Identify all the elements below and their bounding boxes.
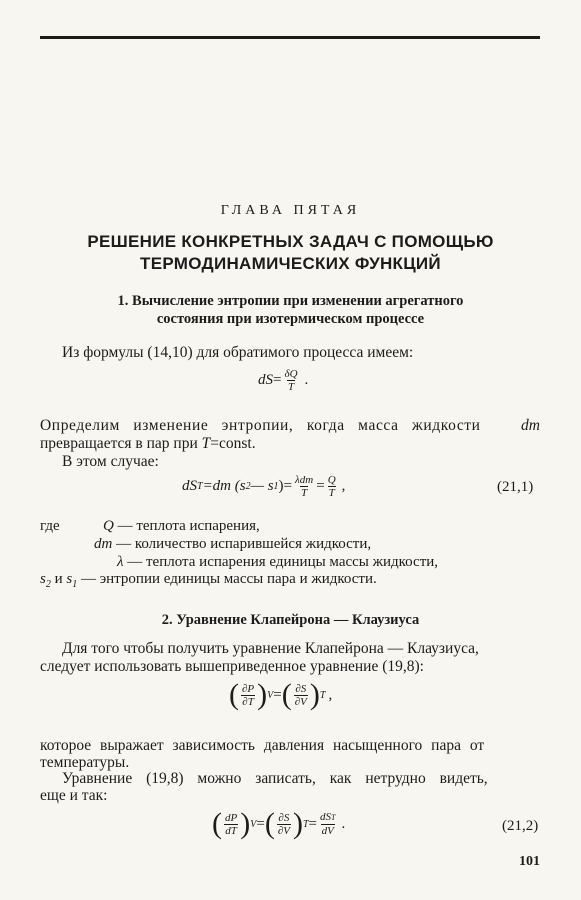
paragraph-2-line1	[40, 417, 540, 435]
formula-maxwell-sub2: T	[319, 689, 326, 701]
formula-clapeyron-n3-text: dS	[320, 811, 331, 823]
formula-maxwell-n1: ∂P	[242, 682, 255, 695]
paragraph-3: В этом случае:	[62, 453, 159, 470]
formula-dst-frac2-den: T	[328, 487, 335, 499]
formula-maxwell-sub1: V	[267, 689, 274, 701]
formula-clapeyron-sub1: V	[250, 818, 257, 830]
formula-ds-fraction	[283, 368, 298, 393]
where-item-entropy	[40, 571, 377, 590]
top-rule	[40, 36, 540, 39]
formula-clapeyron-n1: dP	[225, 811, 238, 824]
where-item-s1: s	[66, 571, 73, 587]
formula-dst-frac1-num: λdm	[295, 474, 314, 486]
formula-ds-den: T	[287, 381, 295, 393]
formula-clapeyron-lparen1: (	[212, 807, 222, 840]
formula-clapeyron-n2: ∂S	[278, 811, 290, 824]
formula-dst-frac2	[327, 474, 337, 499]
paragraph-2-var-t: T	[201, 435, 211, 452]
formula-dst-s1-sub: 1	[273, 481, 279, 492]
formula-dst-mid: =dm (s	[202, 478, 246, 494]
formula-dst-eq2: =	[316, 478, 325, 494]
paragraph-5-line1	[40, 737, 540, 755]
where-item-s1-sub: 1	[72, 579, 78, 590]
formula-clapeyron-d2: ∂V	[277, 824, 290, 837]
formula-dst-s2-sub: 2	[245, 481, 251, 492]
where-item-lambda-sym: λ	[117, 554, 124, 570]
paragraph-2-line2	[40, 435, 256, 453]
where-item-dm-sym: dm	[94, 536, 113, 552]
where-item-s2-sub: 2	[45, 579, 51, 590]
where-item-and: и	[50, 571, 67, 587]
formula-dst-frac2-num: Q	[327, 474, 336, 486]
formula-clapeyron-frac1	[224, 812, 238, 837]
where-item-entropy-text: — энтропии единицы массы пара и жидкости.	[77, 571, 377, 587]
formula-maxwell	[229, 680, 332, 710]
formula-maxwell-n2: ∂S	[295, 682, 307, 695]
formula-maxwell-eq: =	[273, 686, 282, 703]
paragraph-6-line1	[62, 770, 488, 788]
formula-maxwell-frac2	[294, 683, 308, 708]
formula-dst-lhs: dS	[182, 478, 197, 494]
section1-heading-line2: состояния при изотермическом процессе	[156, 311, 425, 327]
formula-ds	[258, 368, 308, 393]
paragraph-4-line1: Для того чтобы получить уравнение Клапейрона — Клаузиуса,	[62, 640, 479, 657]
formula-maxwell-end: ,	[328, 686, 333, 703]
formula-clapeyron	[212, 809, 345, 839]
formula-clapeyron-lparen2: (	[264, 807, 275, 840]
paragraph-2-var-dm: dm	[521, 417, 540, 434]
where-item-q-text: — теплота испарения,	[113, 518, 260, 534]
paragraph-1: Из формулы (14,10) для обратимого процесса имеем:	[62, 344, 414, 361]
where-item-dm-text: — количество испарившейся жидкости,	[112, 536, 372, 552]
paragraph-2-line2-text: превращается в пар при	[40, 435, 198, 452]
paragraph-5-line2: температуры.	[40, 754, 130, 771]
formula-clapeyron-d1: dT	[225, 824, 237, 837]
chapter-title-line1: РЕШЕНИЕ КОНКРЕТНЫХ ЗАДАЧ С ПОМОЩЬЮ	[87, 232, 494, 251]
formula-clapeyron-d3: dV	[321, 825, 334, 837]
chapter-title-line2: ТЕРМОДИНАМИЧЕСКИХ ФУНКЦИЙ	[140, 254, 441, 273]
where-item-q	[103, 518, 260, 535]
formula-clapeyron-eq2: =	[308, 815, 317, 832]
formula-maxwell-rparen1: )	[257, 678, 268, 711]
paragraph-6-line1-text: Уравнение (19,8) можно записать, как нетрудно видеть,	[62, 770, 488, 787]
equation-number-2: (21,2)	[502, 818, 539, 834]
formula-dst-minus: — s	[250, 478, 274, 494]
formula-clapeyron-n3-sub: T	[331, 813, 336, 822]
formula-maxwell-d2: ∂V	[294, 695, 307, 708]
formula-dst-lhs-sub: T	[197, 481, 203, 492]
formula-clapeyron-rparen2: )	[292, 807, 303, 840]
formula-maxwell-rparen2: )	[309, 678, 320, 711]
formula-clapeyron-sub2: T	[302, 818, 309, 830]
paragraph-2-const: =const.	[210, 435, 256, 452]
formula-clapeyron-eq: =	[256, 815, 265, 832]
where-item-lambda	[117, 554, 438, 571]
formula-clapeyron-frac3	[319, 811, 336, 837]
where-item-dm	[94, 536, 371, 553]
formula-dst-end: ,	[341, 478, 346, 494]
formula-dst-close: )=	[278, 478, 293, 494]
formula-maxwell-lparen1: (	[229, 678, 239, 711]
section1-heading-line1: 1. Вычисление энтропии при изменении агрегатного	[117, 293, 464, 309]
where-label: где	[40, 518, 60, 534]
formula-dst	[182, 474, 345, 499]
formula-ds-end: .	[304, 372, 309, 388]
formula-ds-lhs: dS	[258, 372, 273, 388]
formula-dst-frac1	[294, 474, 314, 499]
section2-heading: 2. Уравнение Клапейрона — Клаузиуса	[161, 612, 420, 628]
paragraph-6-line2: еще и так:	[40, 787, 108, 804]
page-number: 101	[519, 854, 540, 869]
formula-clapeyron-n3	[319, 811, 336, 824]
formula-maxwell-lparen2: (	[281, 678, 292, 711]
formula-dst-frac1-den: T	[301, 487, 308, 499]
formula-maxwell-d1: ∂T	[242, 695, 254, 708]
formula-ds-num: δQ	[284, 368, 298, 380]
paragraph-5-line1-text: которое выражает зависимость давления насыщенного пара от	[40, 737, 485, 754]
equation-number-1: (21,1)	[497, 479, 534, 495]
where-item-s2: s	[40, 571, 46, 587]
formula-maxwell-frac1	[241, 683, 255, 708]
where-item-q-sym: Q	[103, 518, 114, 534]
paragraph-2-line1-text: Определим изменение энтропии, когда масса жидкости	[40, 417, 481, 434]
formula-clapeyron-end: .	[341, 815, 346, 832]
formula-ds-eq: =	[273, 372, 282, 388]
formula-clapeyron-rparen1: )	[240, 807, 251, 840]
paragraph-4-line2: следует использовать вышеприведенное уравнение (19,8):	[40, 658, 424, 675]
where-item-lambda-text: — теплота испарения единицы массы жидкости,	[123, 554, 439, 570]
chapter-label: ГЛАВА ПЯТАЯ	[220, 203, 361, 218]
formula-clapeyron-frac2	[277, 812, 291, 837]
